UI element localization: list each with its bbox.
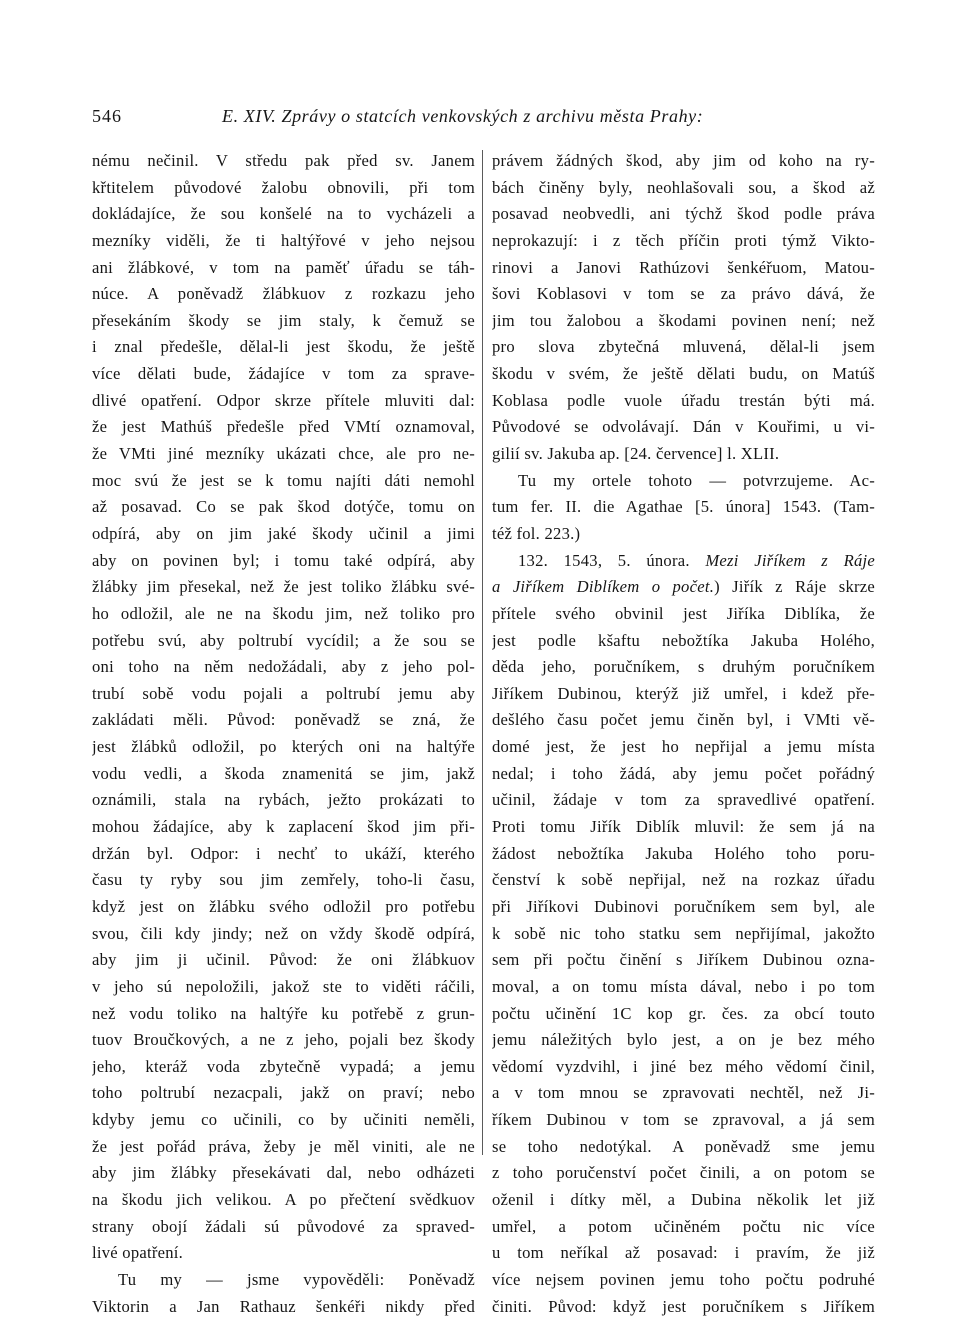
text-line: dlivé opatření. Odpor skrze přítele mluviti dal: bbox=[92, 390, 475, 410]
text-line: Proti tomu Jiřík Diblík mluvil: že sem já na bbox=[492, 817, 875, 837]
text-line: umřel, a potom učiněném počtu nic více bbox=[492, 1216, 875, 1236]
text-line: vodu vedli, a škoda znamenitá se jim, jakž bbox=[92, 763, 475, 783]
text-line: nému nečinil. V středu pak před sv. Janem bbox=[92, 151, 475, 170]
text-line: trubí sobě vodu pojali a poltrubí jemu aby bbox=[92, 683, 475, 703]
text-line: odpírá, aby on jim jaké škody učinil a jimi bbox=[92, 523, 475, 543]
text-line: k sobě nic toho statku sem nepřijímal, jakožto bbox=[492, 923, 875, 943]
text-line: držán byl. Odpor: i nechť to ukáží, kterého bbox=[92, 843, 475, 863]
text-line: livé opatření. bbox=[92, 1243, 184, 1263]
entry-heading-line bbox=[492, 548, 875, 575]
text-line: více dělati bude, žádajíce v tom za sprave- bbox=[92, 364, 475, 384]
text-line: říkem Dubinou v tom se zpravoval, a já sem bbox=[492, 1110, 875, 1130]
text-line: Tu my ortele tohoto — potvrzujeme. Ac- bbox=[518, 470, 875, 490]
text-line: zakládati měli. Původ: poněvadž se zná, že bbox=[92, 710, 475, 730]
text-line: moval, a on tomu místa dával, nebo i po tom bbox=[492, 976, 875, 996]
page-number: 546 bbox=[92, 106, 122, 126]
text-line: čenství k sobě nepřijal, než na rozkaz úřadu bbox=[492, 870, 875, 890]
text-line: Původové se odvolávají. Dán v Kouřimi, u vi- bbox=[492, 417, 875, 437]
text-line: núce. A poněvadž žlábkuov z rozkazu jeho bbox=[92, 284, 475, 304]
text-line: více nejsem povinen jemu toho počtu podruhé bbox=[492, 1269, 875, 1289]
left-column bbox=[92, 148, 475, 1320]
right-column bbox=[492, 148, 875, 1320]
text-line: se toho nedotýkal. A poněvadž sme jemu bbox=[492, 1136, 875, 1156]
text-line: kdyby jemu co učinili, co by učiniti neměli, bbox=[92, 1110, 475, 1130]
text-line: Jiříkem Dubinou, kterýž již umřel, i kdež pře- bbox=[492, 683, 875, 703]
text-line: právem žádných škod, aby jim od koho na ry- bbox=[492, 151, 875, 170]
text-line: i znal předešle, dělal-li jest škodu, že ještě bbox=[92, 337, 475, 357]
text-line: mezníky viděli, že ti haltýřové v jeho nejsou bbox=[92, 230, 475, 250]
text-line: strany obojí žádali sú původové za spraved- bbox=[92, 1216, 475, 1236]
text-line: v jeho sú nepoložili, jakož ste to viděti ráčili, bbox=[92, 976, 475, 996]
text-line: že VMti jiné mezníky ukázati chce, ale pro ne- bbox=[92, 444, 475, 464]
text-line: tuov Broučkových, a ne z jeho, pojali bez škody bbox=[92, 1030, 475, 1050]
entry-start: ) Jiřík z Ráje skrze bbox=[714, 577, 875, 597]
entry-number-date: 132. 1543, 5. února. bbox=[518, 550, 706, 570]
text-line: až posavad. Co se pak škod dotýče, tomu on bbox=[92, 497, 475, 517]
entry-title: Mezi Jiříkem z Ráje bbox=[705, 550, 875, 570]
text-line: oznámili, stala na rybách, ježto prokázati to bbox=[92, 790, 475, 810]
text-line: křtitelem původové žalobu obnovili, při tom bbox=[92, 177, 475, 197]
text-line: jest žlábků odložil, po kterých oni na haltýře bbox=[92, 737, 475, 757]
text-line: dokládajíce, že sou konšelé na to vycházeli a bbox=[92, 204, 475, 224]
text-line: posavad neobvedli, ani týchž škod podle práva bbox=[492, 204, 875, 224]
page-header bbox=[92, 102, 872, 130]
text-line: neprokazují: i z těch příčin proti týmž Vikto- bbox=[492, 230, 875, 250]
text-line: pro slova zbytečná mluvená, dělal-li jsem bbox=[492, 337, 875, 357]
text-line: oženil i dítky měl, a Dubina několik let již bbox=[492, 1189, 875, 1209]
text-line: žádost nebožtíka Jakuba Holého toho poru- bbox=[492, 843, 875, 863]
text-line: tum fer. II. die Agathae [5. února] 1543. (Tam- bbox=[492, 497, 875, 517]
text-line: ho odložil, ale ne na škodu jim, než toliko pro bbox=[92, 603, 475, 623]
text-line: rinovi a Janovi Rathúzovi šenkéřuom, Matou- bbox=[492, 257, 875, 277]
running-title: E. XIV. Zprávy o statcích venkovských z archivu města Prahy: bbox=[222, 106, 704, 126]
text-line: mohou žádajíce, aby k zaplacení škod jim při- bbox=[92, 817, 475, 837]
text-line: počtu učinění 1C kop gr. čes. za obcí touto bbox=[492, 1003, 875, 1023]
text-line: děda jeho, poručníkem, s druhým poručníkem bbox=[492, 657, 875, 677]
text-line: u tom neříkal až posavad: i pravím, že již bbox=[492, 1243, 875, 1263]
text-line: a v tom mnou se zpravovati nechtěl, než Ji- bbox=[492, 1083, 875, 1103]
text-line: též fol. 223.) bbox=[492, 523, 581, 543]
text-line: při Jiříkovi Dubinovi poručníkem sem byl, ale bbox=[492, 896, 875, 916]
text-line: když jest on žlábku svého odložil pro potřebu bbox=[92, 896, 475, 916]
entry-heading-line bbox=[492, 574, 875, 601]
column-divider bbox=[482, 150, 483, 1155]
text-line: gilií sv. Jakuba ap. [24. července] l. XLII. bbox=[492, 444, 780, 464]
text-line: přesekáním škody se jim staly, k čemuž se bbox=[92, 310, 475, 330]
text-line: aby jim žlábky přesekávati dal, nebo odházeti bbox=[92, 1163, 475, 1183]
text-line: jest podle kšaftu nebožtíka Jakuba Holého, bbox=[492, 630, 875, 650]
text-line: toho poltrubí nezacpali, jakž on praví; nebo bbox=[92, 1083, 475, 1103]
text-line: činiti. Původ: když jest poručníkem s Jiříkem bbox=[492, 1296, 875, 1316]
text-line: Koblasa podle vuole úřadu trestán býti má. bbox=[492, 390, 875, 410]
text-line: učinil, žádaje v tom za spravedlivé opatření. bbox=[492, 790, 875, 810]
text-line: přítele svého obvinil jest Jiříka Diblíka, že bbox=[492, 603, 875, 623]
text-line: jeho, kteráž voda zbytečně vypadá; a jemu bbox=[92, 1056, 475, 1076]
text-line: z toho poručenství počet činili, a on potom se bbox=[492, 1163, 875, 1183]
text-line: nedal; i toho žádá, aby jemu počet pořádný bbox=[492, 763, 875, 783]
text-line: oni toho na něm nedožádali, aby z jeho pol- bbox=[92, 657, 475, 677]
text-line: aby jim ji učinil. Původ: že oni žlábkuov bbox=[92, 950, 475, 970]
text-line: že jest Mathúš předešle před VMtí oznamoval, bbox=[92, 417, 475, 437]
text-line: aby on povinen byl; i tomu také odpírá, aby bbox=[92, 550, 475, 570]
text-line: domé jest, že jest ho nepřijal a jemu místa bbox=[492, 737, 875, 757]
text-line: jemu náležitých bylo jest, a on je bez mého bbox=[492, 1030, 875, 1050]
text-line: sem při počtu činění s Jiříkem Dubinou ozna- bbox=[492, 950, 875, 970]
text-line: svou, čili kdy jindy; než on vždy škodě odpírá, bbox=[92, 923, 475, 943]
text-line: vědomí vyzdvihl, i jiné bez mého vědomí činil, bbox=[492, 1056, 875, 1076]
entry-title: a Jiříkem Diblíkem o počet. bbox=[492, 577, 715, 597]
text-line: na škodu jich velikou. A po přečtení svědkuov bbox=[92, 1189, 475, 1209]
text-line: než vodu toliko na haltýře ku potřebě z grun- bbox=[92, 1003, 475, 1023]
text-line: Viktorin a Jan Rathauz šenkéři nikdy před bbox=[92, 1296, 475, 1316]
text-line: šovi Koblasovi v tom se za právo dává, že bbox=[492, 284, 875, 304]
text-line: ani žlábkové, v tom na paměť úřadu se táh- bbox=[92, 257, 475, 277]
text-line: potřebu svú, aby poltrubí vycídil; a že sou se bbox=[92, 630, 475, 650]
text-line: že jest pořád práva, žeby je měl viniti, ale ne bbox=[92, 1136, 475, 1156]
text-line: jim tou žalobou a škodami povinen není; než bbox=[492, 310, 875, 330]
text-line: žlábky jim přesekal, než že jest toliko žlábku své- bbox=[92, 577, 475, 597]
text-line: bách činěny byly, neohlašovali sou, a škod až bbox=[492, 177, 875, 197]
text-line: času ty ryby sou jim zemřely, toho-li času, bbox=[92, 870, 475, 890]
text-line: Tu my — jsme vypověděli: Poněvadž bbox=[118, 1269, 475, 1289]
text-line: škodu v svém, že ještě dělati budu, on Matúš bbox=[492, 364, 875, 384]
text-line: moc svú že jest se k tomu najíti dáti nemohl bbox=[92, 470, 475, 490]
text-line: dešlého času počet jemu činěn byl, i VMti vě- bbox=[492, 710, 875, 730]
